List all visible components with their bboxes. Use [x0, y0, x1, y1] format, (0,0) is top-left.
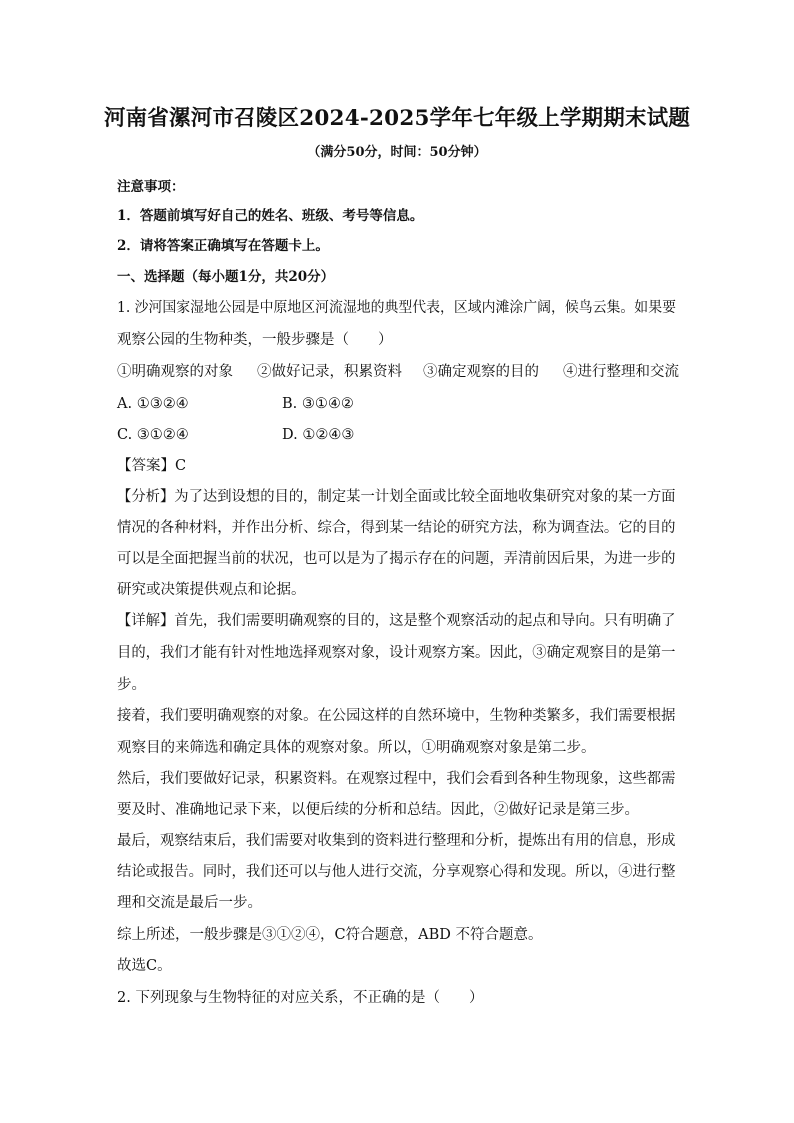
detail-line: 结论或报告。同时，我们还可以与他人进行交流，分享观察心得和发现。所以，④进行整 [117, 864, 676, 880]
analysis-line: 研究或决策提供观点和论据。 [117, 582, 306, 598]
detail-line: 接着，我们要明确观察的对象。在公园这样的自然环境中，生物种类繁多，我们需要根据 [117, 708, 676, 724]
detail-line: 【详解】首先，我们需要明确观察的目的，这是整个观察活动的起点和导向。只有明确了 [117, 613, 676, 629]
detail-line: 然后，我们要做好记录，积累资料。在观察过程中，我们会看到各种生物现象，这些都需 [117, 771, 676, 787]
detail-line: 步。 [117, 677, 146, 693]
exam-subtitle: （满分50分，时间：50分钟） [307, 145, 487, 160]
option-d: D. ①②④③ [282, 427, 355, 443]
step-item: ①明确观察的对象 [117, 364, 233, 380]
detail-line: 故选C。 [117, 958, 172, 974]
option-a: A. ①③②④ [117, 396, 189, 412]
detail-line: 要及时、准确地记录下来，以便后续的分析和总结。因此，②做好记录是第三步。 [117, 802, 639, 818]
option-c: C. ③①②④ [117, 427, 189, 443]
detail-line: 观察目的来筛选和确定具体的观察对象。所以，①明确观察对象是第二步。 [117, 740, 596, 756]
option-b: B. ③①④② [282, 396, 354, 412]
detail-line: 理和交流是最后一步。 [117, 895, 262, 911]
question-stem: 2. 下列现象与生物特征的对应关系，不正确的是（ ） [117, 990, 484, 1006]
analysis-line: 可以是全面把握当前的状况，也可以是为了揭示存在的问题，弄清前因后果，为进一步的 [117, 551, 676, 567]
step-item: ③确定观察的目的 [423, 364, 539, 380]
notice-heading: 注意事项： [117, 179, 185, 195]
page-title: 河南省漯河市召陵区2024-2025学年七年级上学期期末试题 [103, 106, 691, 131]
notice-item: 2．请将答案正确填写在答题卡上。 [117, 238, 329, 254]
analysis-line: 【分析】为了达到设想的目的，制定某一计划全面或比较全面地收集研究对象的某一方面 [117, 489, 676, 505]
step-item: ②做好记录，积累资料 [257, 364, 402, 380]
question-stem: 1. 沙河国家湿地公园是中原地区河流湿地的典型代表，区域内滩涂广阔，候鸟云集。如果要 [117, 300, 676, 316]
analysis-line: 情况的各种材料，并作出分析、综合，得到某一结论的研究方法，称为调查法。它的目的 [117, 520, 676, 536]
detail-line: 目的，我们才能有针对性地选择观察对象，设计观察方案。因此，③确定观察目的是第一 [117, 645, 676, 661]
notice-item: 1．答题前填写好自己的姓名、班级、考号等信息。 [117, 208, 424, 224]
step-item: ④进行整理和交流 [563, 364, 679, 380]
section-heading: 一、选择题（每小题1分，共20分） [117, 269, 335, 285]
answer-line: 【答案】C [117, 458, 187, 474]
detail-line: 最后，观察结束后，我们需要对收集到的资料进行整理和分析，提炼出有用的信息，形成 [117, 833, 676, 849]
detail-line: 综上所述，一般步骤是③①②④，C符合题意，ABD 不符合题意。 [117, 927, 543, 943]
question-stem: 观察公园的生物种类，一般步骤是（ ） [117, 332, 393, 348]
